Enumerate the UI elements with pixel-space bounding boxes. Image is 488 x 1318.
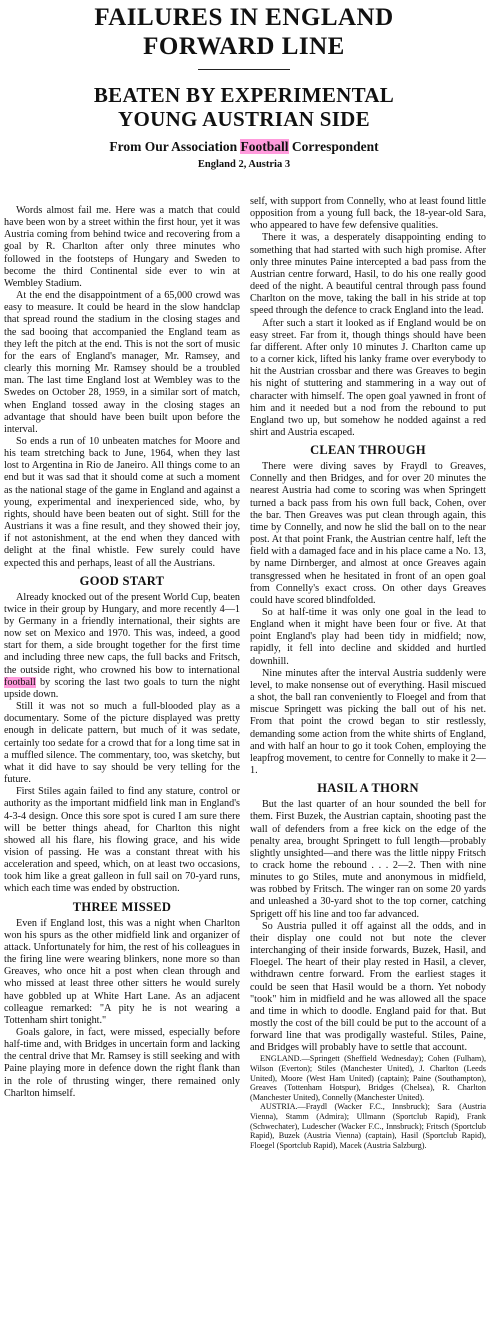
section-heading: HASIL A THORN xyxy=(317,781,419,796)
paragraph: So ends a run of 10 unbeaten matches for Moore and his team stretching back to June, 1964, when they last lost to Argentina in Rio de Janeiro. All things come to an end but it was sad that it should come at such a moment as the national stage of the game in England and against a young, experimental and inexperienced side, who, by rights, should have been beaten out of sight. Still for the Austrians it was a fine result, and they showed their joy, if not astonishment, at the end when they danced with delight at the final whistle. Few surely could have expected this and perhaps, least of all the Austrians. xyxy=(4,435,240,569)
match-score: England 2, Austria 3 xyxy=(197,159,291,170)
paragraph: Even if England lost, this was a night when Charlton won his spurs as the other midfield link and organizer of attack. Unfortunately for him, the rest of his colleagues in the firing line were wearing blinkers, none more so than Greaves, who once hit a post when clean through and who missed at least three other sitters he would surely have gobbled up at White Hart Lane. As an adjacent colleague remarked: "A pity he is not wearing a Tottenham shirt tonight." xyxy=(4,917,240,1026)
paragraph: At the end the disappointment of a 65,000 crowd was easy to measure. It could be heard in the slow handclap that spread round the stadium in the closing stages and the sad booing that accompanied the England team as they left the pitch at the end. This is not the sort of music for the ears of England's manager, Mr. Ramsey, and clearly this morning Mr. Ramsey should be a troubled man. The last time England lost at Wembley was to the Swedes on October 28, 1959, in a similar sort of match, when England tossed away in the closing stages an advantage that should have been built upon before the interval. xyxy=(4,290,240,435)
section-heading: CLEAN THROUGH xyxy=(310,443,426,458)
headline-line-1: FAILURES IN ENGLAND xyxy=(94,4,394,31)
right-column xyxy=(250,196,486,1318)
subheadline-line-1: BEATEN BY EXPERIMENTAL xyxy=(93,83,395,107)
headline xyxy=(0,3,488,61)
paragraph: There it was, a desperately disappointing ending to something that had started with such high promise. After only three minutes Paine intercepted a bad pass from the Austrian centre forward, Hasil, to do his one really good deed of the night. A beautiful central through pass found Charlton on the move, taking the ball in his stride at top speed through the defence to crack England into the lead. xyxy=(250,232,486,317)
article-body xyxy=(0,196,488,1318)
paragraph: There were diving saves by Fraydl to Greaves, Connelly and then Bridges, and for over 20 minutes the nearest Austria had come to scoring was when Springett turned a back pass from his own full back, Cohen, over the bar. Then Greaves was put clean through again, this time by Connelly, and now he slid the ball on to the near post. At that point Frank, the Austrian centre half, left the field with a damaged face and in his place came a No. 13, by name Dirnberger, and almost at once Greaves again transgressed when he hesitated in front of an open goal from Connelly's exact cross. On other days Greaves could have scored blindfolded. xyxy=(250,461,486,606)
paragraph: After such a start it looked as if England would be on easy street. Far from it, though things should have been far different. After only 10 minutes J. Charlton came up to a corner kick, lifted his lanky frame over everybody to hit the Austrian crossbar and there was Greaves to begin his night of stuttering and stammering in a way out of character with himself. The open goal yawned in front of him and it needed but a nod from the rebound to put England two up, but somehow he nodded against a red shirt and Austria escaped. xyxy=(250,317,486,438)
section-heading: GOOD START xyxy=(79,573,165,588)
byline-highlight: Football xyxy=(240,139,289,154)
team-lineup: AUSTRIA.—Fraydl (Wacker F.C., Innsbruck); Sara (Austria Vienna), Stamm (Admira); Ullmann (Sportclub Rapid), Frank (Schwechater), Ludescher (Wacker F.C., Innsbruck); Fritsch (Sportclub Rapid), Buzek (Austria Vienna) (captain), Hasil (Sportclub Rapid), Floegel (Sportclub Rapid), Macek (Austria Salzburg). xyxy=(250,1102,486,1150)
team-lineup: ENGLAND.—Springett (Sheffield Wednesday); Cohen (Fulham), Wilson (Everton); Stiles (Manchester United), J. Charlton (Leeds United), Moore (West Ham United) (captain); Paine (Southampton), Greaves (Tottenham Hotspur), Bridges (Chelsea), R. Charlton (Manchester United), Connelly (Manchester United). xyxy=(250,1054,486,1102)
paragraph xyxy=(4,592,240,701)
paragraph: Words almost fail me. Here was a match that could have been won by a street within the first hour, yet it was Austria coming from behind twice and recovering from a goal by R. Charlton after only three minutes who followed in the footsteps of Hungary and Sweden to become the third Continental side ever to win at Wembley Stadium. xyxy=(4,205,240,289)
paragraph: First Stiles again failed to find any stature, control or authority as the important midfield link man in England's 4-3-4 design. Once this sore spot is cured I am sure there will be better things ahead, for Charlton this night showed all his flare, his flowing grace, and his wide vision of passing. He was a constant threat with his acceleration and speed, which, on at least two occasions, took him like a great galleon in full sail on 70-yard runs, which each time was ended by obstruction. xyxy=(4,786,240,895)
highlighted-word: football xyxy=(4,676,36,688)
paragraph: So at half-time it was only one goal in the lead to England when it might have been four or five. At that point England's play had been tidy in midfield; now, rapidly, it fell into decline and skidded and hurtled downhill. xyxy=(250,607,486,667)
paragraph: But the last quarter of an hour sounded the bell for them. First Buzek, the Austrian captain, shooting past the wall of defenders from a free kick on the edge of the penalty area, brought Springett to full length—probably slightly unsighted—and there was the little nippy Fritsch to crack home the rebound . . . 2—2. Then with nine minutes to go Stiles, mute and anonymous in midfield, was robbed by Fritsch. The winger ran on some 20 yards and unleashed a 30-yard shot to the top corner, catching Sprigett off his line and too far advanced. xyxy=(250,799,486,920)
headline-divider xyxy=(198,69,290,70)
headline-line-2: FORWARD LINE xyxy=(143,33,345,60)
paragraph-text: Already knocked out of the present World Cup, beaten twice in their group by Hungary, and more recently 4—1 by Germany in a friendly international, their sights are now set on Mexico and 1970. This was, indeed, a good start for them, a side brought together for the first time and including three new caps, the full backs and Fritsch, the outside right, who crowned his bow to international xyxy=(4,591,240,676)
byline-prefix: From Our Association xyxy=(109,139,241,154)
left-column xyxy=(4,205,240,1318)
section-heading: THREE MISSED xyxy=(72,899,172,914)
paragraph: self, with support from Connelly, who at least found little opposition from a young full back, the 18-year-old Sara, who appeared to have few defensive qualities. xyxy=(250,196,486,232)
subheadline xyxy=(0,83,488,131)
paragraph-text: by scoring the last two goals to turn the night upside down. xyxy=(4,676,240,700)
paragraph: Still it was not so much a full-blooded play as a documentary. Some of the picture displayed was pretty enough in delicate pattern, but much of it was sedate, certainly too sedate for a crowd that for a long time sat in a muffled silence. The commentary, too, was sketchy, but what it did have to say should be very telling for the future. xyxy=(4,701,240,786)
subheadline-line-2: YOUNG AUSTRIAN SIDE xyxy=(118,107,370,131)
paragraph: Nine minutes after the interval Austria suddenly were level, to make nonsense out of everything. Hasil miscued a shot, the ball ran conveniently to Floegel and from that miscue Springett was picking the ball out of his net. From that point the crowd began to stir restlessly, demanding some action from the white shirts of England, and with half an hour to go it took Cohen, employing the leapfrog movement, to centre for Connelly to make it 2—1. xyxy=(250,667,486,777)
byline-suffix: Correspondent xyxy=(288,139,379,154)
paragraph: Goals galore, in fact, were missed, especially before half-time and, with Bridges in uncertain form and lacking the central drive that Mr. Ramsey is still seeking and with Paine playing more in defence down the right flank than in the role of thrusting winger, there remained only Charlton himself. xyxy=(4,1027,240,1099)
paragraph: So Austria pulled it off against all the odds, and in their display one could not but note the clever interchanging of their inside forwards, Buzek, Hasil, and Floegel. The heart of their play rested in Hasil, a clever, withdrawn centre forward. From the earliest stages it could be seen that Hasil would be a thorn. Yet nobody "took" him in midfield and he was allowed all the space and time in which to doodle. England paid for that. But mostly the cost of the bill could be put to the account of a forward line that was prodigally wasteful. Stiles, Paine, and Bridges will probably have to settle that account. xyxy=(250,920,486,1054)
byline xyxy=(0,138,488,156)
